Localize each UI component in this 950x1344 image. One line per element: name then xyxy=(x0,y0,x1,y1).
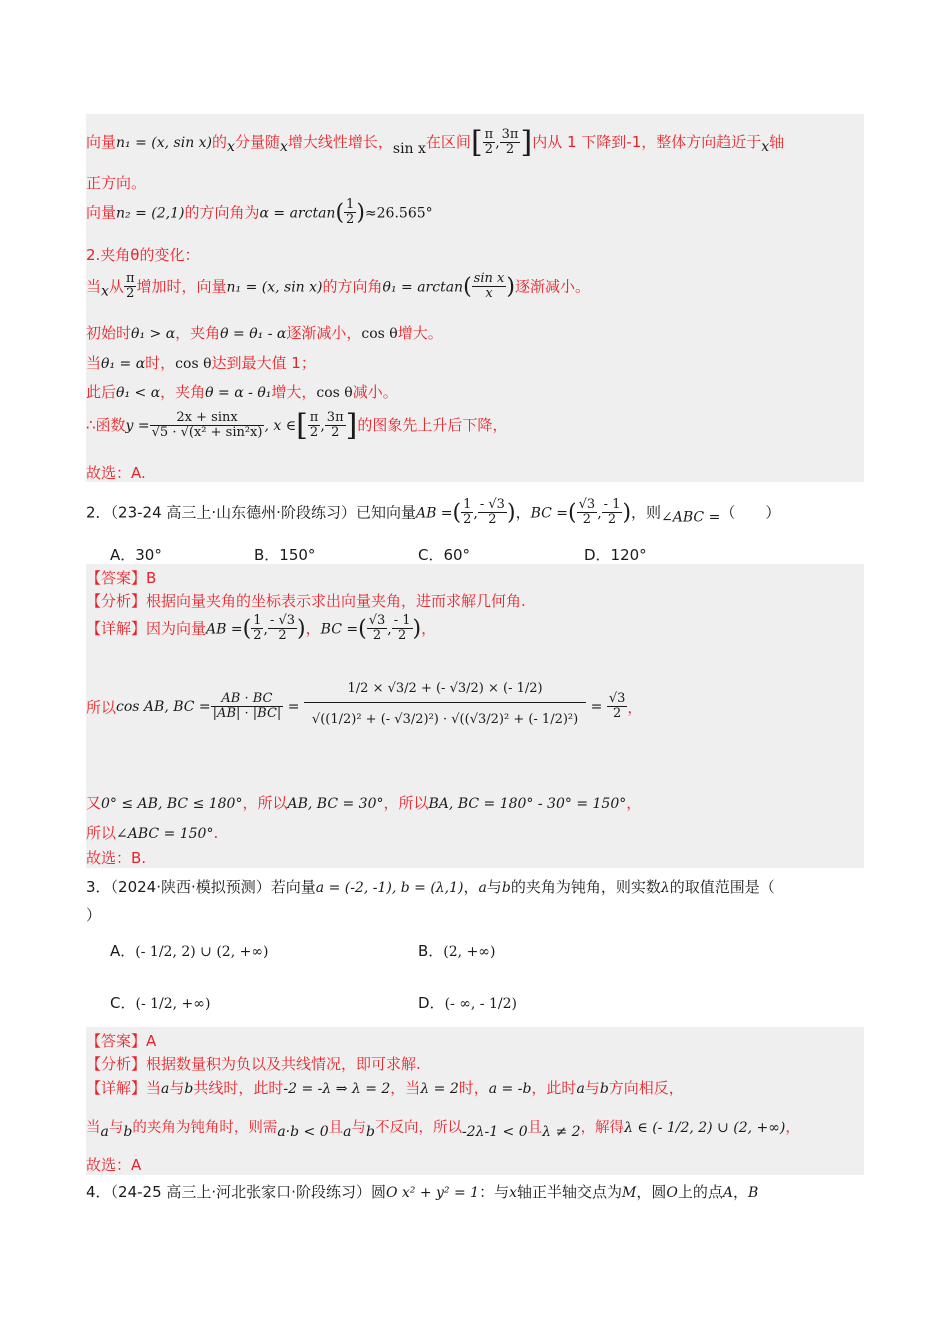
q2-option-c[interactable]: C．60° xyxy=(418,546,471,564)
choose-2: 故选：B. xyxy=(86,849,147,867)
question-3-close: ） xyxy=(86,906,102,924)
q2-option-d[interactable]: D．120° xyxy=(584,546,647,564)
detail-2-line-4: 所以∠ABC = 150°. xyxy=(86,824,219,842)
choose-3: 故选：A xyxy=(86,1156,142,1174)
solution-line-3: 向量n₂ = (2,1)的方向角为α = arctan( $\frac{1}{2}$ )≈26.565° xyxy=(86,197,433,228)
solution-line-9: ∴函数y = $\frac{2x + \sin x}{\text{√5 · √(x² + sin²x)}}$ , x ∈[ $\frac{\pi}{2}$ , $\frac{3\pi}{2}$ ]的图象先上升后下降， xyxy=(86,408,508,443)
q2-option-a[interactable]: A．30° xyxy=(110,546,162,564)
q3-option-a[interactable]: A．(- 1/2, 2) ∪ (2, +∞) xyxy=(110,942,269,960)
solution-line-6: 初始时θ₁ > α，夹角θ = θ₁ - α逐渐减小，cos θ增大。 xyxy=(86,324,443,342)
answer-3: 【答案】A xyxy=(86,1032,157,1050)
solution-line-10: 故选：A. xyxy=(86,464,146,482)
analysis-3: 【分析】根据数量积为负以及共线情况，即可求解. xyxy=(86,1055,421,1073)
solution-line-1: 向量n₁ = (x, sin x)的$_x$分量随$_x$增大线性增长，sin x在区间[ $\frac{\pi}{2}$ , $\frac{3\pi}{2}$ ]内从 1 下降到-1，整体方向趋近于$_x$轴 xyxy=(86,125,785,160)
answer-2: 【答案】B xyxy=(86,569,157,587)
solution-line-4: 2.夹角θ的变化： xyxy=(86,246,200,264)
detail-2-line-1: 【详解】因为向量AB =( $\frac{1}{2}$ , $\frac{- √3}{2}$ )，BC =( $\frac{√3}{2}$ , $\frac{- 1}{2}$ )， xyxy=(86,613,437,644)
detail-3-line-1: 【详解】当a与b共线时，此时-2 = -λ ⇒ λ = 2，当λ = 2时，a = -b，此时a与b方向相反， xyxy=(86,1079,684,1097)
question-4: 4．（24-25 高三上·河北张家口·阶段练习）圆O x² + y² = 1：与x轴正半轴交点为M，圆O上的点A，B xyxy=(86,1183,759,1201)
detail-3-line-2: 当$_a$与$_b$的夹角为钝角时，则需$_{a\cdot b < 0}$且$_a$与$_b$不反向，所以$_{-2\lambda-1 < 0}$且$_{\lambda \ne 2}$，解得λ ∈ (- 1/2, 2) ∪ (2, +∞)， xyxy=(86,1120,800,1140)
question-2: 2．（23-24 高三上·山东德州·阶段练习）已知向量AB =( $\frac{1}{2}$ , $\frac{- √3}{2}$ )，BC =( $\frac{√3}{2}$ , $\frac{- 1}{2}$ )，则$_{\angle ABC =}$（ ） xyxy=(86,497,781,528)
solution-block-3 xyxy=(86,1027,864,1175)
question-3: 3．（2024·陕西·模拟预测）若向量a = (-2, -1), b = (λ,1)，a与b的夹角为钝角，则实数λ的取值范围是（ xyxy=(86,878,775,896)
detail-2-line-2: 所以cos AB, BC = $\frac{AB \cdot BC}{|AB| \cdot |BC|}$ = $\frac{1/2 \times √3/2 + (- √3/2) \times (- 1/2)}{\text{√((1/2)² + (- √3/2)²) · √((√3/2)² + (- 1/2)²)}}$ = $\frac{√3}{2}$ ， xyxy=(86,676,642,738)
analysis-2: 【分析】根据向量夹角的坐标表示求出向量夹角，进而求解几何角. xyxy=(86,592,526,610)
solution-line-7: 当θ₁ = α时，cos θ达到最大值 1； xyxy=(86,354,316,372)
solution-line-5: 当$_x$从 $\frac{\pi}{2}$ 增加时，向量n₁ = (x, sin x)的方向角θ₁ = arctan( $\frac{\text{sin x}}{x}$ )逐渐减小。 xyxy=(86,271,590,302)
q2-option-b[interactable]: B．150° xyxy=(254,546,316,564)
q3-option-c[interactable]: C．(- 1/2, +∞) xyxy=(110,994,211,1012)
detail-2-line-3: 又0° ≤ AB, BC ≤ 180°，所以AB, BC = 30°，所以BA, BC = 180° - 30° = 150°， xyxy=(86,794,642,812)
q3-option-b[interactable]: B．(2, +∞) xyxy=(418,942,496,960)
q3-option-d[interactable]: D．(- ∞, - 1/2) xyxy=(418,994,517,1012)
solution-line-8: 此后θ₁ < α，夹角θ = α - θ₁增大，cos θ减小。 xyxy=(86,383,398,401)
solution-line-2: 正方向。 xyxy=(86,174,147,192)
